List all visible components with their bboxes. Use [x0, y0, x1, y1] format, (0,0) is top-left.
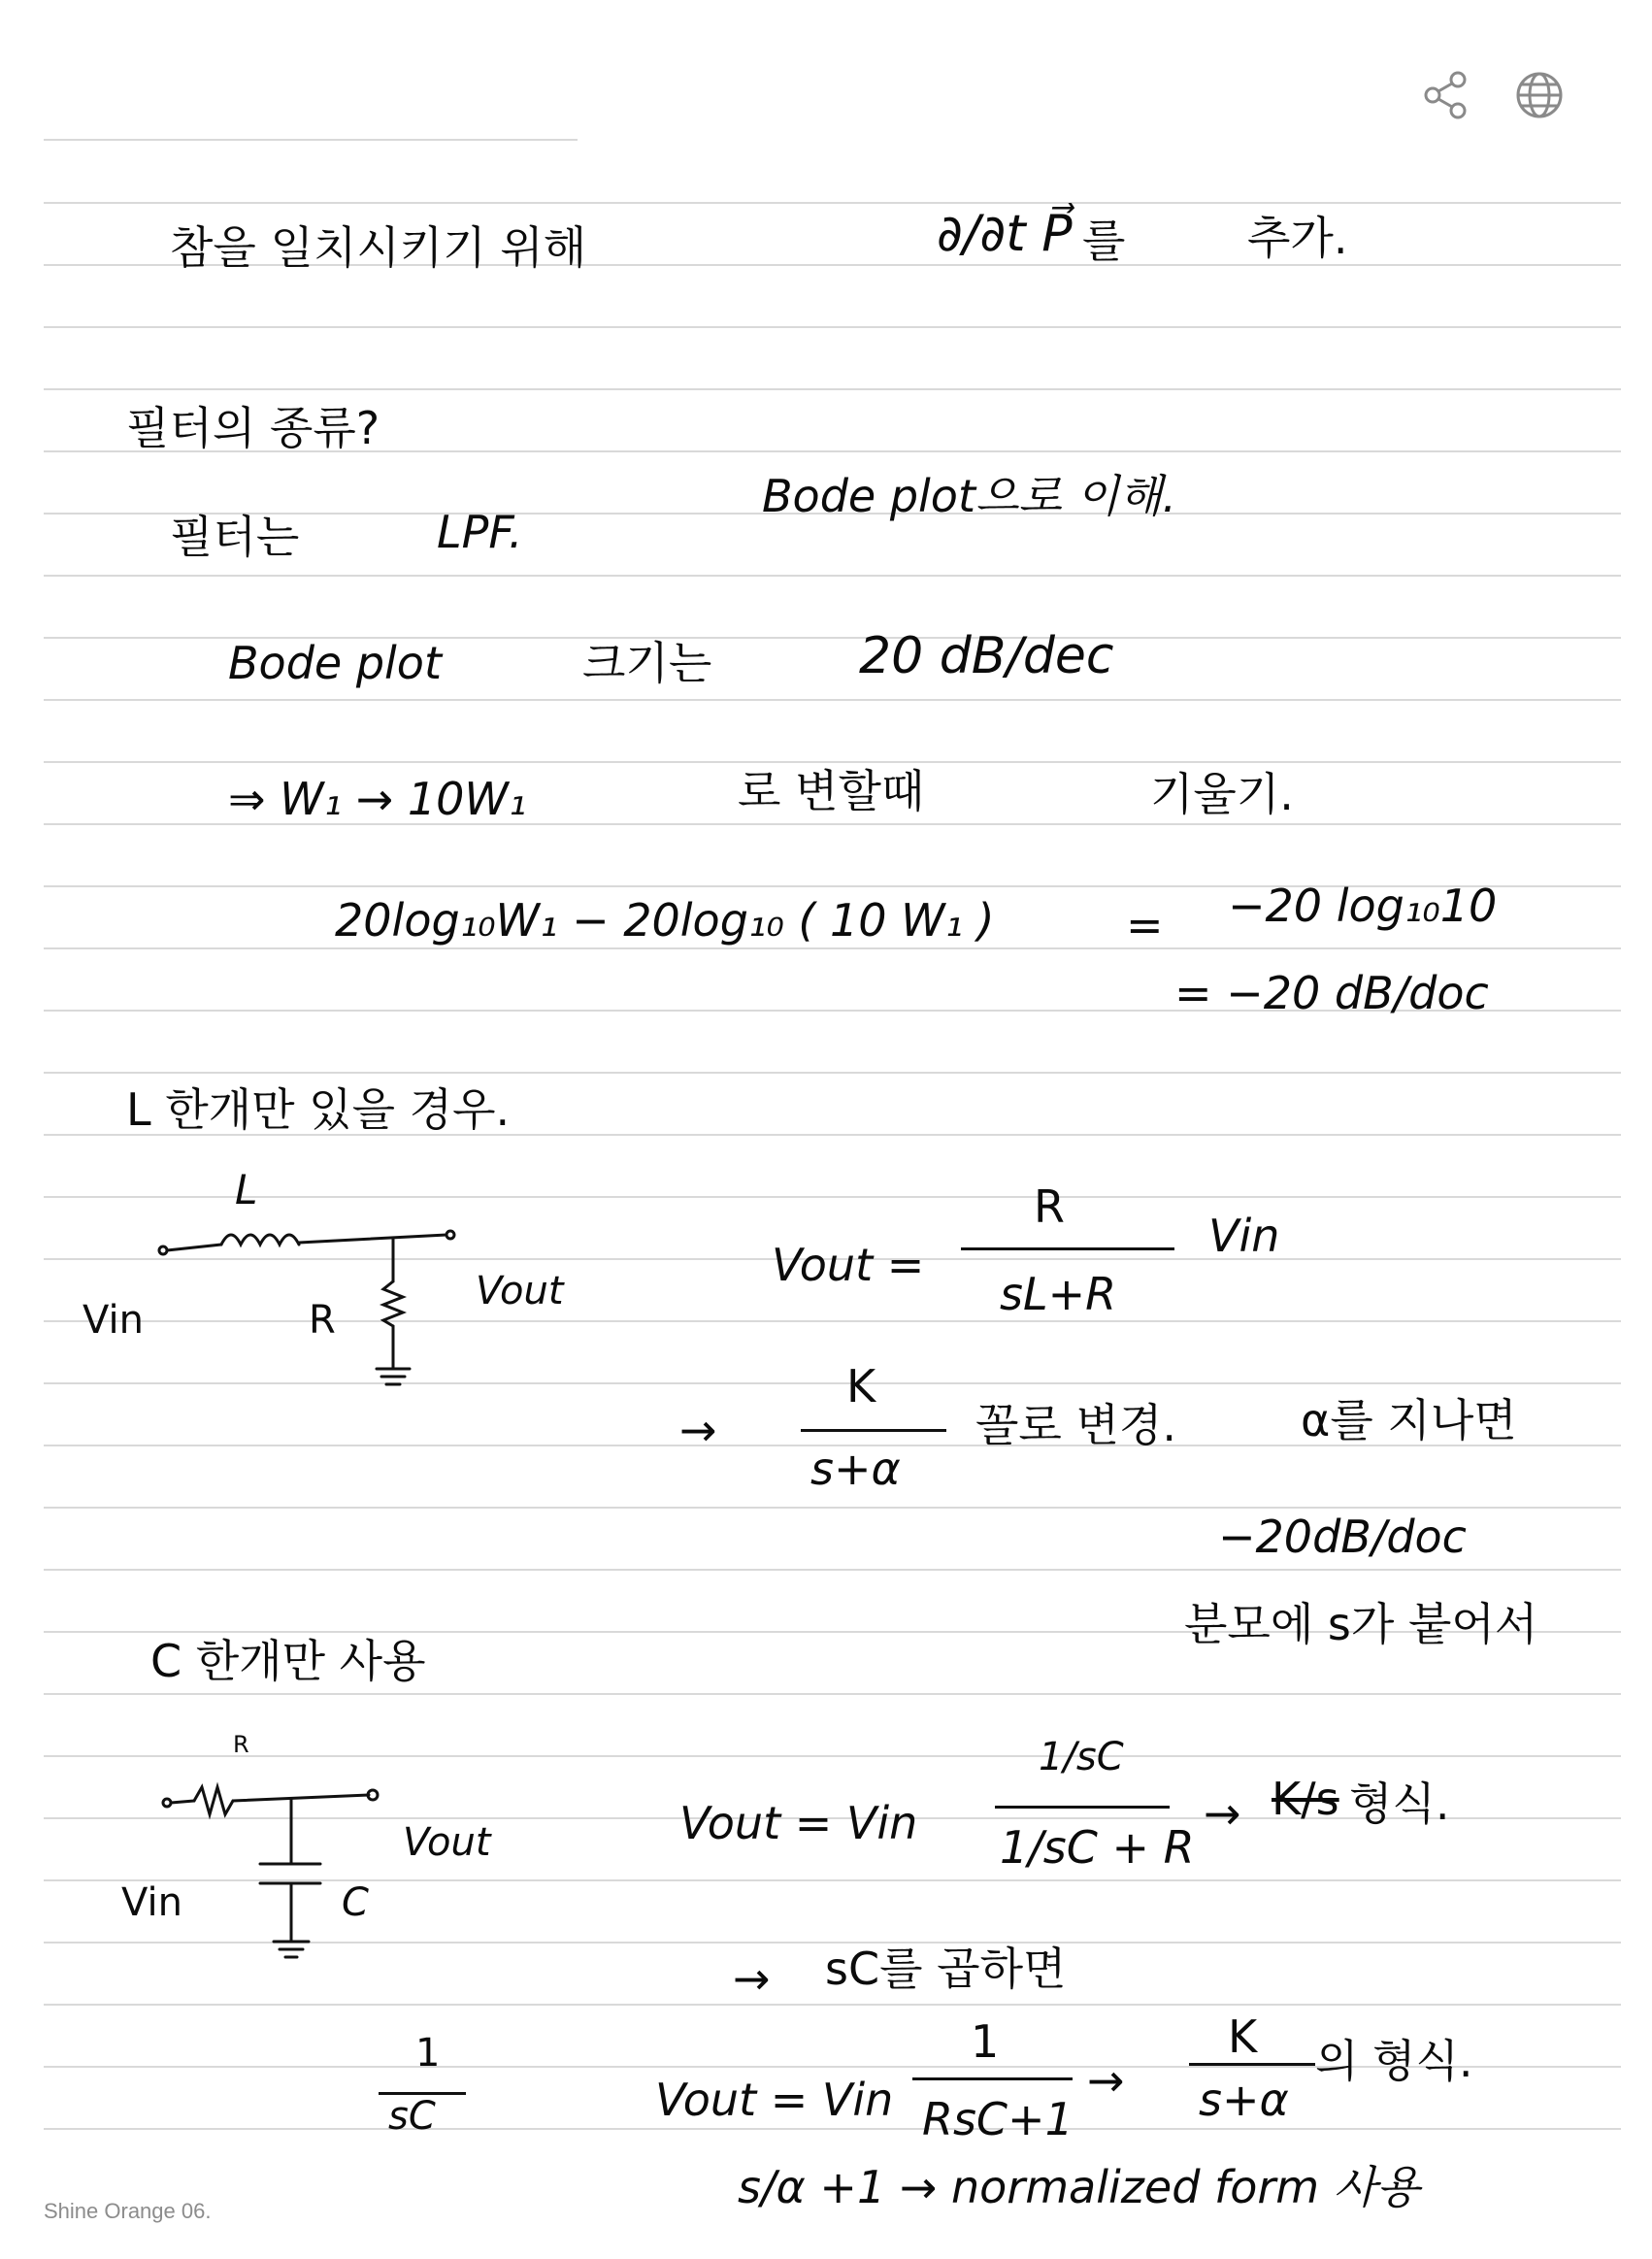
eq2-text1: 꼴로 변경.: [975, 1399, 1176, 1451]
log-eq-result: = −20 dB/doc: [1174, 967, 1489, 1019]
circuit2-schematic: [163, 1787, 378, 1957]
bode-slope-mid: 크기는: [582, 637, 712, 689]
footer-brand: Shine Orange 06.: [44, 2199, 212, 2223]
bode-slope-prefix: Bode plot: [228, 637, 442, 689]
arrow-line-a: ⇒ W₁ → 10W₁: [228, 773, 527, 825]
arrow-line-c: 기울기.: [1150, 768, 1294, 820]
side-frac-denominator: sC: [388, 2094, 436, 2139]
eq6-text: s/α +1 → normalized form 사용: [738, 2161, 1420, 2213]
eq2-text2: α를 지나면: [1301, 1394, 1517, 1446]
circuit2-r-label: R: [233, 1731, 249, 1758]
eq5-arrow: →: [1087, 2054, 1125, 2107]
circuit1-vout-label: Vout: [476, 1269, 564, 1313]
eq2-denominator: s+α: [810, 1443, 901, 1495]
circuit2-vout-label: Vout: [403, 1820, 491, 1865]
log-eq-eq: =: [1126, 899, 1164, 951]
log-eq-lhs: 20log₁₀W₁ − 20log₁₀ ( 10 W₁ ): [335, 894, 995, 947]
eq1-denominator: sL+R: [1000, 1268, 1117, 1320]
bode-plot-note: Bode plot으로 이해.: [762, 470, 1176, 522]
eq2-text4: 분모에 s가 붙어서: [1184, 1598, 1538, 1650]
eq4-arrow: →: [733, 1952, 771, 2005]
eq3-lhs: Vout = Vin: [679, 1797, 918, 1849]
eq1-lhs: Vout =: [772, 1239, 925, 1291]
eq3-crossed: K/s: [1272, 1773, 1339, 1825]
note-line1-expr: ∂/∂t P⃗: [937, 205, 1073, 263]
l-only-heading: L 한개만 있을 경우.: [126, 1083, 511, 1136]
eq5-k-numerator: K: [1228, 2010, 1258, 2063]
eq3-denominator: 1/sC + R: [1000, 1821, 1195, 1874]
lpf-label: LPF.: [437, 506, 523, 558]
eq2-text3: −20dB/doc: [1218, 1511, 1467, 1563]
circuit1-l-label: L: [235, 1166, 258, 1213]
filter-is: 필터는: [170, 511, 300, 563]
eq4-mult: sC를 곱하면: [825, 1943, 1067, 1995]
eq2-numerator: K: [846, 1360, 876, 1412]
eq5-denominator: RsC+1: [922, 2093, 1074, 2145]
filter-type-heading: 필터의 종류?: [126, 402, 380, 454]
circuit1-schematic: [159, 1231, 454, 1384]
log-eq-rhs: −20 log₁₀10: [1228, 880, 1498, 932]
note-line1-tail: 추가.: [1247, 212, 1348, 264]
c-only-heading: C 한개만 사용: [150, 1635, 426, 1687]
eq5-numerator: 1: [971, 2015, 1000, 2068]
arrow-line-b: 로 변할때: [738, 765, 925, 817]
side-frac-numerator: 1: [415, 2031, 441, 2076]
circuit1-r-label: R: [309, 1298, 336, 1343]
eq3-arrow: →: [1204, 1787, 1241, 1840]
circuit2-vin-label: Vin: [121, 1880, 182, 1925]
eq3-tail: 형식.: [1349, 1777, 1450, 1830]
note-line1-suffix: 를: [1082, 215, 1126, 267]
eq2-arrow: →: [679, 1404, 717, 1456]
eq1-rhs: Vin: [1208, 1210, 1280, 1262]
circuit1-vin-label: Vin: [83, 1298, 144, 1343]
note-line1-korean: 참을 일치시키기 위해: [170, 221, 587, 274]
eq3-numerator: 1/sC: [1039, 1735, 1124, 1779]
eq5-lhs: Vout = Vin: [655, 2074, 894, 2126]
eq5-k-denominator: s+α: [1199, 2074, 1289, 2126]
eq1-numerator: R: [1034, 1180, 1065, 1233]
circuit2-c-label: C: [342, 1880, 369, 1925]
eq5-tail: 의 형식.: [1315, 2035, 1473, 2087]
bode-slope-value: 20 dB/dec: [859, 627, 1114, 685]
